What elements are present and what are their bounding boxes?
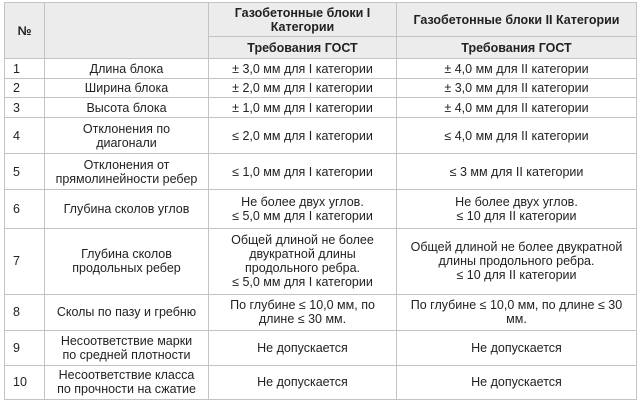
row-category-1-value: ≤ 2,0 мм для I категории [209, 118, 397, 154]
row-category-1-value: Не более двух углов. ≤ 5,0 мм для I категории [209, 190, 397, 228]
row-category-2-value: Общей длиной не более двукратной длины продольного ребра. ≤ 10 для II категории [397, 228, 637, 294]
row-number: 10 [5, 365, 45, 399]
row-number: 3 [5, 98, 45, 118]
row-number: 8 [5, 294, 45, 330]
row-category-1-value: ± 1,0 мм для I категории [209, 98, 397, 118]
row-parameter: Сколы по пазу и гребню [45, 294, 209, 330]
row-category-2-value: Не более двух углов. ≤ 10 для II категории [397, 190, 637, 228]
row-category-2-value: ± 4,0 мм для II категории [397, 59, 637, 79]
table-row [5, 59, 637, 79]
header-num: № [5, 3, 45, 59]
row-category-2-value: ≤ 3 мм для II категории [397, 154, 637, 190]
row-parameter: Глубина сколов продольных ребер [45, 228, 209, 294]
header-parameter [45, 3, 209, 59]
row-category-1-value: По глубине ≤ 10,0 мм, по длине ≤ 30 мм. [209, 294, 397, 330]
row-number: 9 [5, 330, 45, 365]
gost-requirements-table [4, 2, 637, 400]
header-category-1: Газобетонные блоки I Категории [209, 3, 397, 37]
row-parameter: Глубина сколов углов [45, 190, 209, 228]
row-number: 7 [5, 228, 45, 294]
row-parameter: Несоответствие класса по прочности на сжатие [45, 365, 209, 399]
table-row [5, 154, 637, 190]
table-row [5, 365, 637, 399]
row-category-2-value: По глубине ≤ 10,0 мм, по длине ≤ 30 мм. [397, 294, 637, 330]
header-category-2: Газобетонные блоки II Категории [397, 3, 637, 37]
row-parameter: Несоответствие марки по средней плотности [45, 330, 209, 365]
table-row [5, 330, 637, 365]
table-row [5, 228, 637, 294]
row-number: 2 [5, 79, 45, 98]
row-number: 5 [5, 154, 45, 190]
row-category-2-value: Не допускается [397, 330, 637, 365]
table-row [5, 190, 637, 228]
row-category-1-value: Не допускается [209, 365, 397, 399]
row-category-2-value: ≤ 4,0 мм для II категории [397, 118, 637, 154]
header-row [5, 3, 637, 37]
table-row [5, 118, 637, 154]
row-parameter: Отклонения от прямолинейности ребер [45, 154, 209, 190]
row-category-1-value: ± 2,0 мм для I категории [209, 79, 397, 98]
row-number: 6 [5, 190, 45, 228]
table-row [5, 79, 637, 98]
row-category-1-value: Не допускается [209, 330, 397, 365]
row-category-2-value: Не допускается [397, 365, 637, 399]
row-parameter: Высота блока [45, 98, 209, 118]
row-category-1-value: ± 3,0 мм для I категории [209, 59, 397, 79]
row-number: 1 [5, 59, 45, 79]
row-category-1-value: ≤ 1,0 мм для I категории [209, 154, 397, 190]
row-parameter: Ширина блока [45, 79, 209, 98]
table-row [5, 294, 637, 330]
row-number: 4 [5, 118, 45, 154]
row-category-1-value: Общей длиной не более двукратной длины продольного ребра. ≤ 5,0 мм для I категории [209, 228, 397, 294]
row-category-2-value: ± 3,0 мм для II категории [397, 79, 637, 98]
header-requirements-2: Требования ГОСТ [397, 37, 637, 59]
header-requirements-1: Требования ГОСТ [209, 37, 397, 59]
row-category-2-value: ± 4,0 мм для II категории [397, 98, 637, 118]
row-parameter: Отклонения по диагонали [45, 118, 209, 154]
row-parameter: Длина блока [45, 59, 209, 79]
table-row [5, 98, 637, 118]
